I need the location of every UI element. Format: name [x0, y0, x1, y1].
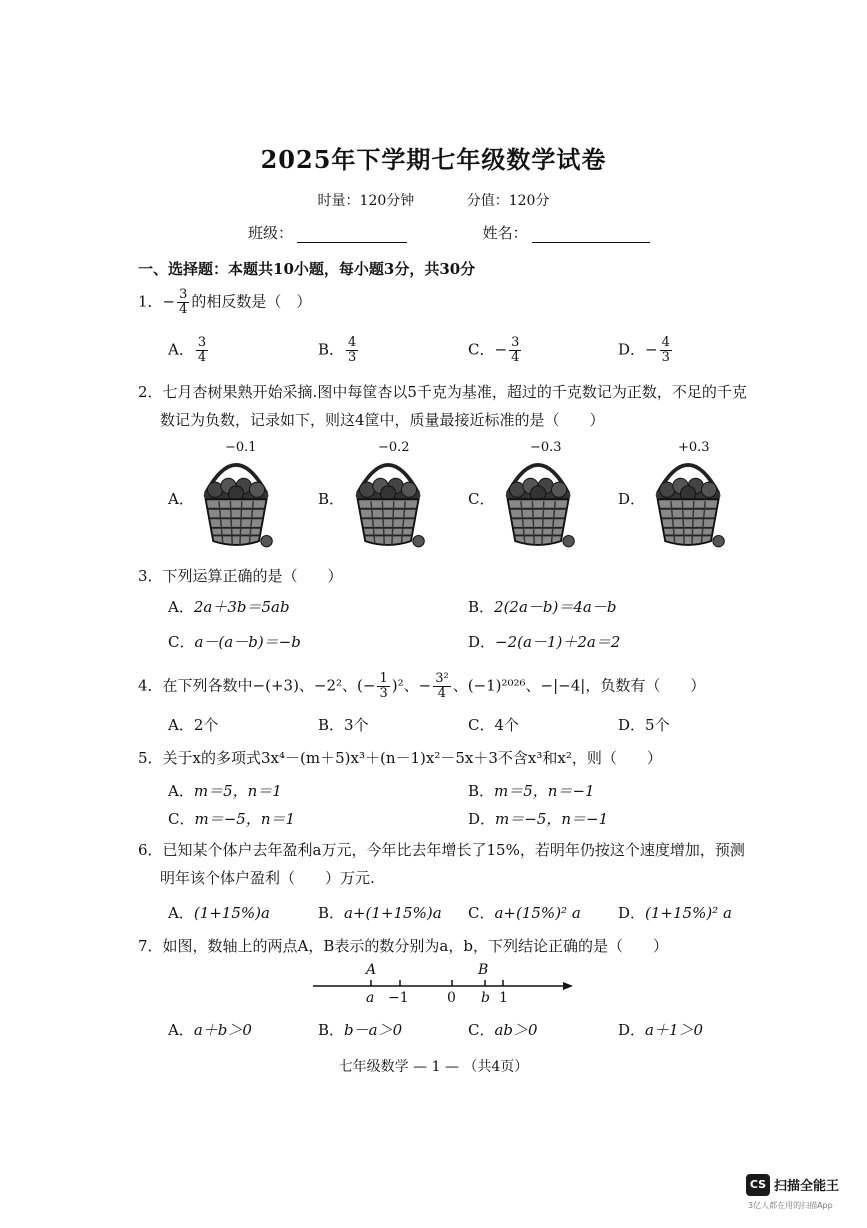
option-text: a+(1+15%)a — [344, 904, 442, 922]
q2-basket-a-value: −0.1 — [225, 440, 257, 455]
option-label: D． — [618, 716, 646, 734]
q7-option-d[interactable] — [618, 1019, 703, 1040]
q2-stem-line2: 数记为负数，记录如下，则这4筐中，质量最接近标准的是（ ） — [160, 411, 605, 429]
section-heading: 一、选择题：本题共10小题，每小题3分，共30分 — [138, 260, 476, 278]
page-footer: 七年级数学 — 1 — （共4页） — [338, 1059, 529, 1075]
q1-sign: − — [162, 292, 176, 311]
option-label: B． — [318, 716, 345, 734]
q4-stem-a: 4．在下列各数中−(+3)、−2²、(− — [138, 676, 376, 695]
option-label: D． — [618, 904, 646, 922]
basket-b-image — [350, 455, 430, 553]
q1-num: 3 — [179, 287, 188, 302]
q7-option-a[interactable] — [168, 1019, 252, 1040]
frac-den: 3 — [661, 350, 670, 365]
option-fraction — [346, 336, 358, 365]
option-label: B． — [468, 782, 495, 800]
q5-option-d[interactable] — [468, 808, 608, 829]
q6-stem-line1: 6．已知某个体户去年盈利a万元，今年比去年增长了15%，若明年仍按这个速度增加，预测 — [138, 841, 745, 859]
camscanner-logo-icon: CS — [746, 1174, 770, 1196]
option-sign: − — [645, 340, 658, 359]
option-text: 2个 — [193, 716, 219, 734]
frac-num: 3 — [197, 335, 207, 350]
option-label: D． — [618, 1021, 646, 1039]
tick-b: b — [481, 990, 490, 1006]
q2-option-d-label[interactable]: D． — [618, 490, 646, 508]
q5-option-a[interactable] — [168, 780, 282, 801]
option-label: A． — [168, 1021, 194, 1039]
q2-stem-line1: 2．七月杏树果熟开始采摘.图中每筐杏以5千克为基准，超过的千克数记为正数，不足的千克 — [138, 383, 747, 401]
option-text: m＝5，n＝−1 — [494, 782, 595, 800]
q1-stem — [138, 288, 311, 317]
q5-option-b[interactable] — [468, 780, 595, 801]
q6-option-c[interactable] — [468, 902, 581, 923]
option-text: 2(2a－b)＝4a－b — [494, 598, 617, 616]
exam-meta — [0, 190, 867, 210]
q4-option-a[interactable] — [168, 714, 218, 735]
tick-minus-one: −1 — [388, 990, 409, 1006]
option-label: D． — [468, 810, 496, 828]
frac-den: 3 — [379, 686, 388, 701]
name-blank[interactable] — [532, 228, 650, 243]
q7-option-b[interactable] — [318, 1019, 402, 1040]
option-text: a＋1＞0 — [645, 1021, 704, 1039]
option-text: (1+15%)a — [193, 904, 270, 922]
option-text: m＝−5，n＝−1 — [495, 810, 609, 828]
q6-option-b[interactable] — [318, 902, 442, 923]
option-fraction — [660, 336, 672, 365]
tick-zero: 0 — [447, 990, 456, 1006]
option-label: B． — [318, 340, 345, 359]
scanner-watermark — [746, 1170, 846, 1216]
option-text: m＝5，n＝1 — [193, 782, 282, 800]
q1-option-c[interactable] — [468, 336, 523, 365]
option-label: A． — [168, 904, 194, 922]
class-blank[interactable] — [297, 228, 407, 243]
basket-d-image — [650, 455, 730, 553]
option-sign: − — [494, 340, 508, 359]
q2-option-c-label[interactable]: C． — [468, 490, 495, 508]
q6-stem-line2: 明年该个体户盈利（ ）万元. — [160, 869, 375, 887]
q1-number: 1． — [138, 292, 163, 311]
option-label: D． — [618, 340, 646, 359]
q3-stem: 3．下列运算正确的是（ ） — [138, 567, 343, 585]
q4-stem — [138, 672, 705, 701]
q2-basket-c-value: −0.3 — [530, 440, 562, 455]
point-a-label: A — [366, 962, 377, 978]
q5-stem: 5．关于x的多项式3x⁴－(m＋5)x³＋(n－1)x²－5x＋3不含x³和x²，则（ ） — [138, 749, 662, 767]
q7-stem: 7．如图，数轴上的两点A，B表示的数分别为a，b，下列结论正确的是（ ） — [138, 937, 668, 955]
basket-a-image — [198, 455, 278, 553]
basket-c-image — [500, 455, 580, 553]
option-label: B． — [468, 598, 495, 616]
point-b-label: B — [478, 962, 489, 978]
q2-option-b-label[interactable]: B． — [318, 490, 345, 508]
q2-basket-d-value: +0.3 — [678, 440, 710, 455]
q4-stem-b: )²、− — [391, 676, 432, 695]
q1-fraction — [177, 288, 189, 317]
option-label: C． — [468, 716, 495, 734]
frac-den: 4 — [197, 350, 207, 365]
frac-num: 3 — [511, 335, 520, 350]
frac-den: 3 — [348, 350, 357, 365]
q3-option-a[interactable] — [168, 596, 290, 617]
q3-option-b[interactable] — [468, 596, 616, 617]
option-text: 2a＋3b＝5ab — [193, 598, 290, 616]
number-line — [305, 968, 580, 1008]
option-label: D． — [468, 633, 496, 651]
option-text: 5个 — [645, 716, 670, 734]
q2-basket-b-value: −0.2 — [378, 440, 410, 455]
option-text: a+(15%)² a — [494, 904, 581, 922]
frac-den: 4 — [511, 350, 520, 365]
q4-option-d[interactable] — [618, 714, 670, 735]
watermark-brand: 扫描全能王 — [774, 1179, 840, 1194]
q4-frac2 — [433, 672, 450, 701]
frac-num: 4 — [661, 335, 670, 350]
tick-a: a — [366, 990, 375, 1006]
option-text: a＋b＞0 — [193, 1021, 252, 1039]
frac-num: 1 — [379, 671, 388, 686]
q3-option-d[interactable] — [468, 631, 620, 652]
frac-num: 4 — [348, 335, 357, 350]
option-label: C． — [168, 633, 195, 651]
q7-option-c[interactable] — [468, 1019, 538, 1040]
option-text: (1+15%)² a — [645, 904, 732, 922]
option-text: 3个 — [344, 716, 369, 734]
name-label: 姓名： — [482, 224, 528, 242]
tick-one: 1 — [499, 990, 508, 1006]
q1-option-b[interactable] — [318, 336, 360, 365]
q6-option-a[interactable] — [168, 902, 270, 923]
frac-den: 4 — [437, 686, 447, 701]
time-limit: 时量：120分钟 — [317, 193, 415, 209]
q6-option-d[interactable] — [618, 902, 732, 923]
q1-option-d[interactable] — [618, 336, 674, 365]
option-label: B． — [318, 1021, 345, 1039]
option-text: ab＞0 — [494, 1021, 538, 1039]
option-label: A． — [168, 598, 194, 616]
q3-option-c[interactable] — [168, 631, 301, 652]
option-label: C． — [468, 1021, 495, 1039]
q4-frac1 — [377, 672, 389, 701]
option-text: 4个 — [494, 716, 520, 734]
option-label: A． — [168, 782, 194, 800]
option-text: −2(a－1)＋2a＝2 — [495, 633, 621, 651]
q4-stem-c: 、(−1)²⁰²⁶、−|−4|，负数有（ ） — [452, 676, 706, 695]
option-label: C． — [468, 340, 495, 359]
q4-option-b[interactable] — [318, 714, 369, 735]
q1-den: 4 — [179, 302, 188, 317]
option-label: B． — [318, 904, 345, 922]
option-label: C． — [468, 904, 495, 922]
frac-num: 3² — [435, 671, 449, 686]
option-fraction — [196, 336, 208, 365]
option-label: C． — [168, 810, 195, 828]
q1-suffix: 的相反数是（ ） — [191, 292, 312, 311]
q4-option-c[interactable] — [468, 714, 519, 735]
q5-option-c[interactable] — [168, 808, 295, 829]
total-score: 分值：120分 — [466, 193, 550, 209]
q2-option-a-label[interactable]: A． — [168, 490, 194, 508]
option-text: b－a＞0 — [344, 1021, 403, 1039]
option-fraction — [509, 336, 521, 365]
option-label: A． — [168, 716, 194, 734]
option-text: m＝−5，n＝1 — [194, 810, 296, 828]
exam-title: 2025年下学期七年级数学试卷 — [260, 145, 607, 174]
student-info-row — [248, 222, 650, 243]
watermark-subtitle: 3亿人都在用的扫描App — [748, 1201, 833, 1210]
class-label: 班级： — [248, 224, 294, 242]
option-text: a－(a－b)＝−b — [194, 633, 301, 651]
q1-option-a[interactable] — [168, 336, 210, 365]
option-label: A． — [168, 340, 194, 359]
